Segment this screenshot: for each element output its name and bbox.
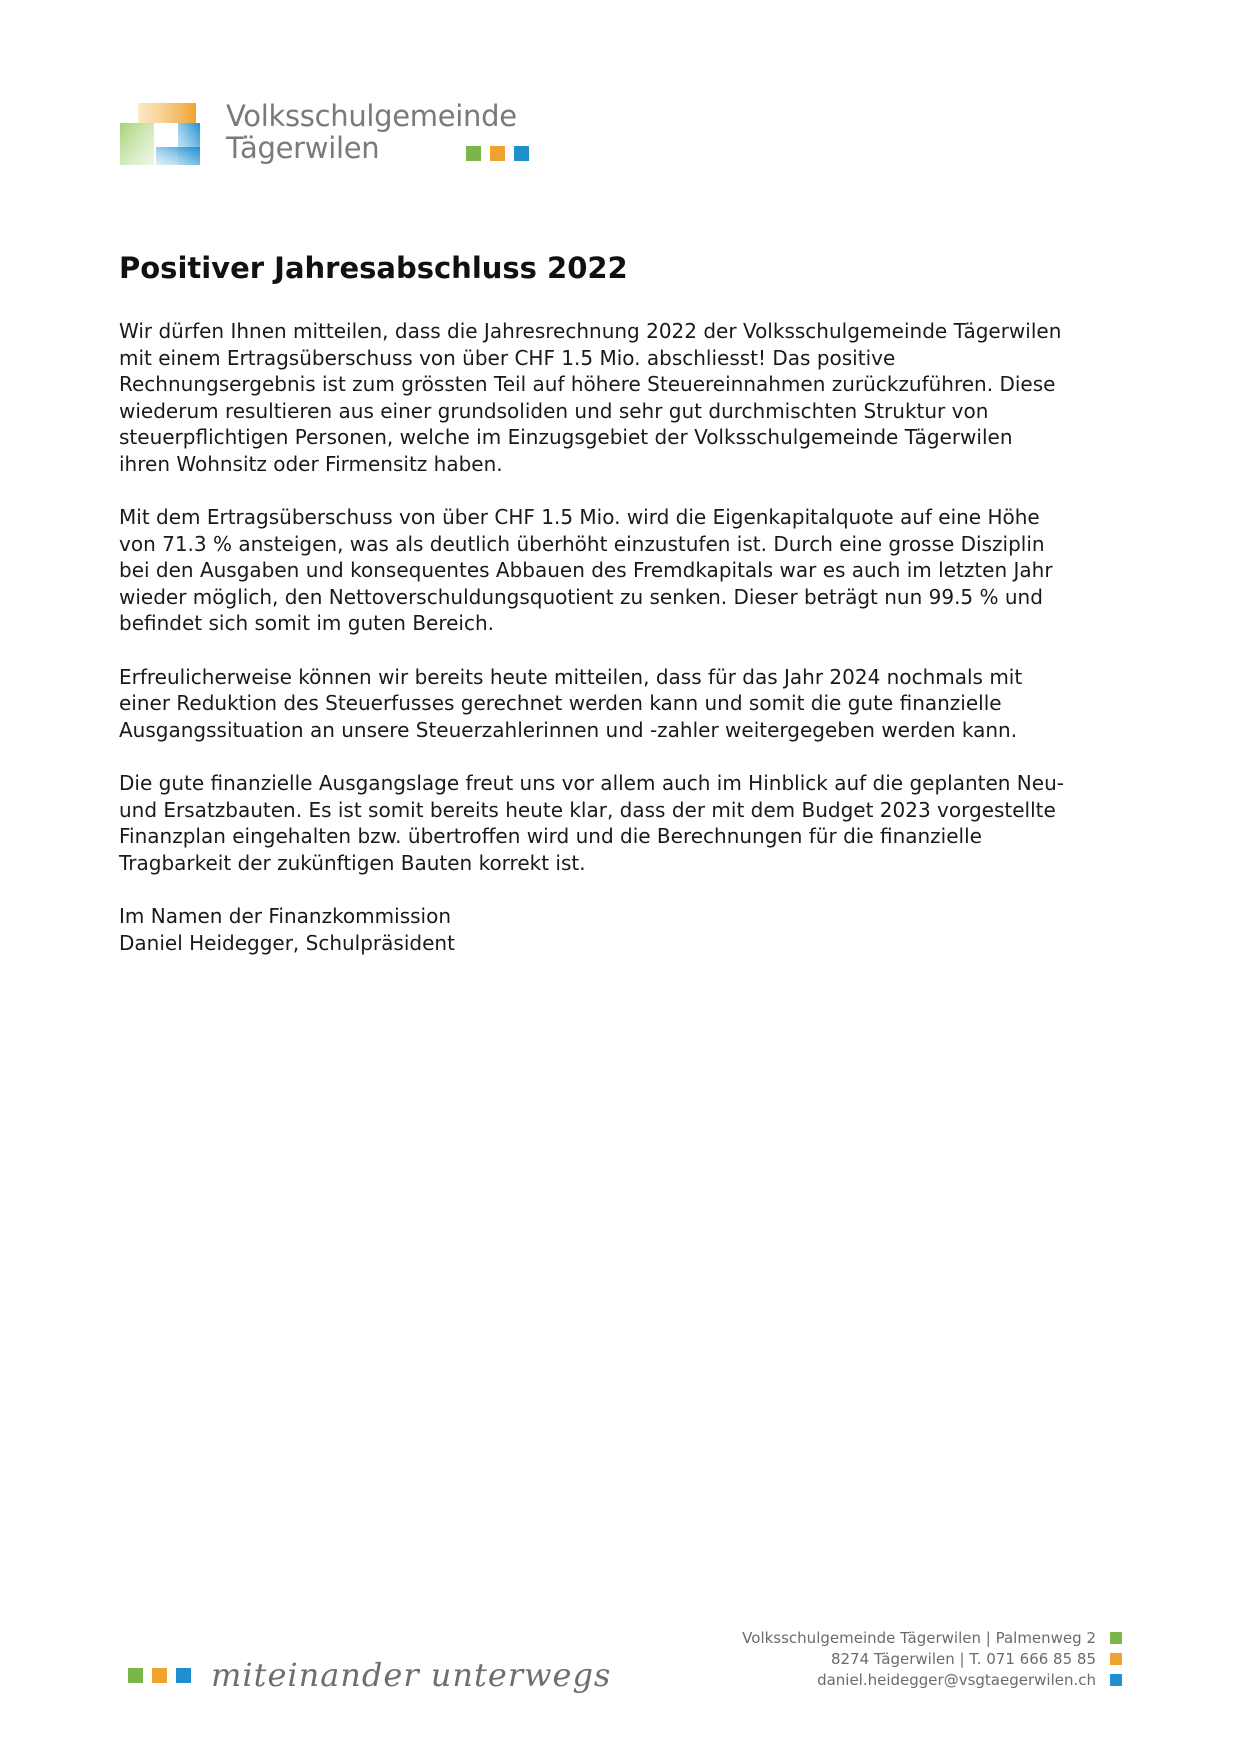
footer-address xyxy=(742,1627,1122,1690)
text-line: Finanzplan eingehalten bzw. übertroffen wird und die Berechnungen für die finanzielle xyxy=(119,824,982,848)
green-square-icon xyxy=(128,1668,143,1683)
green-square-icon xyxy=(1110,1632,1122,1644)
text-line: Rechnungsergebnis ist zum grössten Teil auf höhere Steuereinnahmen zurückzuführen. Diese xyxy=(119,372,1056,396)
footer-phone-line xyxy=(742,1648,1122,1669)
org-name-line2: Tägerwilen xyxy=(226,131,380,165)
paragraph-2 xyxy=(119,504,1109,637)
orange-square-icon xyxy=(1110,1653,1122,1665)
text-line: Mit dem Ertragsüberschuss von über CHF 1.5 Mio. wird die Eigenkapitalquote auf eine Höhe xyxy=(119,505,1040,529)
text-line: bei den Ausgaben und konsequentes Abbauen des Fremdkapitals war es auch im letzten Jahr xyxy=(119,558,1053,582)
text-line: befindet sich somit im guten Bereich. xyxy=(119,611,495,635)
text-line: Wir dürfen Ihnen mitteilen, dass die Jahresrechnung 2022 der Volksschulgemeinde Tägerwilen xyxy=(119,319,1062,343)
text-line: ihren Wohnsitz oder Firmensitz haben. xyxy=(119,451,503,476)
orange-square-icon xyxy=(152,1668,167,1683)
text-line: wieder möglich, den Nettoverschuldungsquotient zu senken. Dieser beträgt nun 99.5 % und xyxy=(119,584,1043,609)
footer-address-line xyxy=(742,1627,1122,1648)
text-line: einer Reduktion des Steuerfusses gerechnet werden kann und somit die gute finanzielle xyxy=(119,691,1002,715)
text-line: Die gute finanzielle Ausgangslage freut uns vor allem auch im Hinblick auf die geplanten Neu- xyxy=(119,771,1064,795)
blue-square-icon xyxy=(514,146,529,161)
letter-body xyxy=(119,318,1109,956)
org-logo xyxy=(120,100,550,180)
text-line: Erfreulicherweise können wir bereits heute mitteilen, dass für das Jahr 2024 nochmals mit xyxy=(119,664,1023,689)
signature-line: Daniel Heidegger, Schulpräsident xyxy=(119,930,455,955)
email-link[interactable]: daniel.heidegger@vsgtaegerwilen.ch xyxy=(817,1670,1096,1689)
logo-mark-icon xyxy=(120,103,214,167)
paragraph-4 xyxy=(119,770,1109,876)
footer-slogan: miteinander unterwegs xyxy=(211,1656,612,1694)
letter-title: Positiver Jahresabschluss 2022 xyxy=(119,251,628,285)
blue-square-icon xyxy=(176,1668,191,1683)
text-line: von 71.3 % ansteigen, was als deutlich überhöht einzustufen ist. Durch eine grosse Disziplin xyxy=(119,531,1045,556)
logo-squares xyxy=(466,146,529,161)
paragraph-1 xyxy=(119,318,1109,477)
text-line: Ausgangssituation an unsere Steuerzahlerinnen und -zahler weitergegeben werden kann. xyxy=(119,717,1018,742)
blue-square-icon xyxy=(1110,1674,1122,1686)
text-line: mit einem Ertragsüberschuss von über CHF 1.5 Mio. abschliesst! Das positive xyxy=(119,345,896,370)
footer-squares xyxy=(128,1668,191,1683)
phone-text: 8274 Tägerwilen | T. 071 666 85 85 xyxy=(830,1649,1096,1668)
text-line: Tragbarkeit der zukünftigen Bauten korrekt ist. xyxy=(119,850,586,875)
text-line: steuerpflichtigen Personen, welche im Einzugsgebiet der Volksschulgemeinde Tägerwilen xyxy=(119,425,1013,449)
address-text: Volksschulgemeinde Tägerwilen | Palmenweg 2 xyxy=(742,1628,1096,1647)
signature-line: Im Namen der Finanzkommission xyxy=(119,904,452,928)
paragraph-3 xyxy=(119,664,1109,744)
footer-email-line xyxy=(742,1669,1122,1690)
org-name-line1: Volksschulgemeinde xyxy=(226,99,517,133)
text-line: wiederum resultieren aus einer grundsoliden und sehr gut durchmischten Struktur von xyxy=(119,398,989,423)
signature-block xyxy=(119,903,1109,956)
green-square-icon xyxy=(466,146,481,161)
footer-slogan-block xyxy=(128,1650,611,1700)
text-line: und Ersatzbauten. Es ist somit bereits heute klar, dass der mit dem Budget 2023 vorgestellte xyxy=(119,797,1056,822)
orange-square-icon xyxy=(490,146,505,161)
